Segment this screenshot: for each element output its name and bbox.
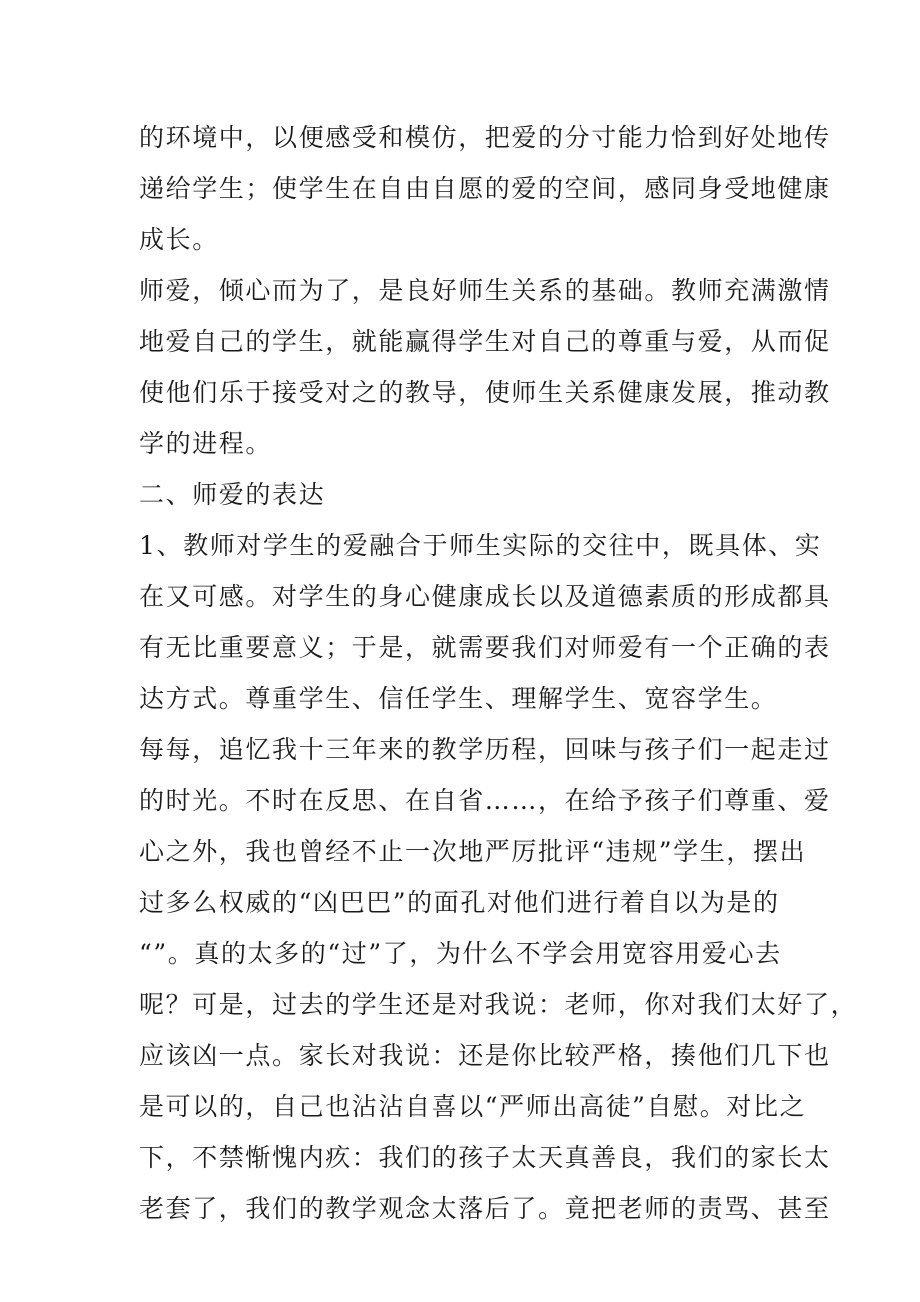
- text-line: 的环境中，以便感受和模仿，把爱的分寸能力恰到好处地传: [139, 123, 831, 152]
- text-line: 师爱，倾心而为了，是良好师生关系的基础。教师充满激情: [139, 276, 831, 305]
- text-line: 地爱自己的学生，就能赢得学生对自己的尊重与爱，从而促: [139, 327, 831, 356]
- text-line: 老套了，我们的教学观念太落后了。竟把老师的责骂、甚至: [139, 1194, 831, 1223]
- text-line: 下，不禁惭愧内疚：我们的孩子太天真善良，我们的家长太: [139, 1143, 831, 1172]
- text-line: 在又可感。对学生的身心健康成长以及道德素质的形成都具: [139, 582, 831, 611]
- text-line: 学的进程。: [139, 429, 273, 458]
- section-heading: 二、师爱的表达: [139, 480, 326, 509]
- text-line: 有无比重要意义；于是，就需要我们对师爱有一个正确的表: [139, 633, 831, 662]
- text-line: 呢？可是，过去的学生还是对我说：老师，你对我们太好了，: [139, 990, 858, 1019]
- text-line: 的时光。不时在反思、在自省……，在给予孩子们尊重、爱: [139, 786, 831, 815]
- text-line: 1、教师对学生的爱融合于师生实际的交往中，既具体、实: [139, 531, 822, 560]
- text-line: 递给学生；使学生在自由自愿的爱的空间，感同身受地健康: [139, 174, 831, 203]
- text-line: 过多么权威的“凶巴巴”的面孔对他们进行着自以为是的: [139, 888, 780, 917]
- text-line: “”。真的太多的“过”了，为什么不学会用宽容用爱心去: [139, 939, 782, 968]
- text-line: 达方式。尊重学生、信任学生、理解学生、宽容学生。: [139, 684, 778, 713]
- body-text: [139, 112, 858, 1234]
- text-line: 每每，追忆我十三年来的教学历程，回味与孩子们一起走过: [139, 735, 831, 764]
- text-line: 成长。: [139, 225, 219, 254]
- text-line: 是可以的，自己也沾沾自喜以“严师出高徒”自慰。对比之: [139, 1092, 807, 1121]
- text-line: 应该凶一点。家长对我说：还是你比较严格，揍他们几下也: [139, 1041, 831, 1070]
- text-line: 心之外，我也曾经不止一次地严厉批评“违规”学生，摆出: [139, 837, 807, 866]
- text-line: 使他们乐于接受对之的教导，使师生关系健康发展，推动教: [139, 378, 831, 407]
